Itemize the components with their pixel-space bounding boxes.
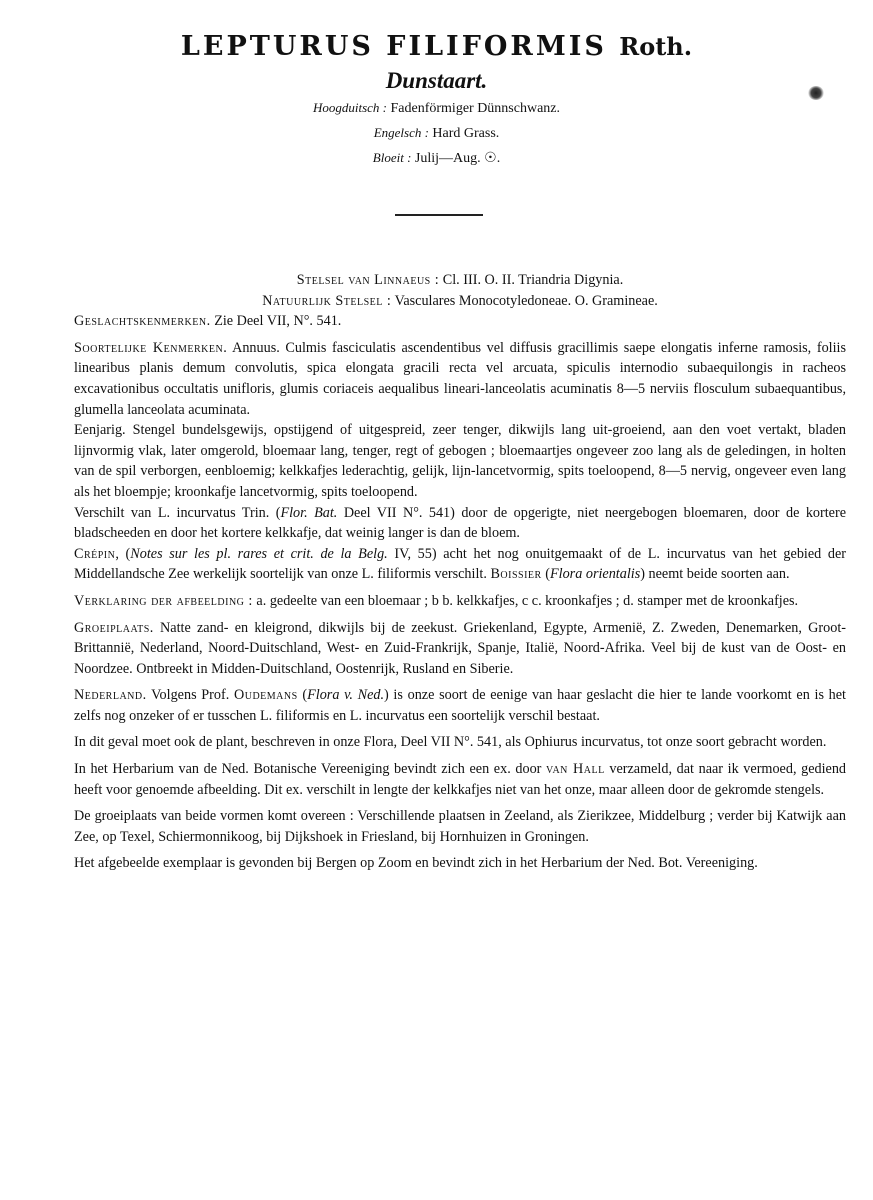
netherlands-text-a: Volgens Prof. bbox=[151, 687, 230, 704]
dutch-name: Dunstaart. bbox=[385, 68, 488, 93]
genus-characters bbox=[74, 311, 846, 332]
species-text: Annuus. Culmis fasciculatis ascendentibus vel diffusis gracillimis saepe elongatis inferne ramosis, foliis linearibus planis demum convolutis, spica elongata gracili recta vel arcuata, spiculis internodio subaequilongis in racheos excavationibus occultatis unifloris, glumis coriaceis aequalibus lineari-lanceolatis acuminatis 8—5 nerviis flosculum subaequantibus, glumella lanceolata acuminata. bbox=[74, 339, 847, 418]
header-divider bbox=[395, 214, 483, 216]
habitat-paragraph bbox=[74, 618, 846, 680]
boissier-name: Boissier bbox=[490, 566, 542, 583]
german-name-line bbox=[0, 96, 873, 121]
page-title bbox=[0, 30, 873, 64]
crepin-paragraph: Crépin, (Notes sur les pl. rares et crit. de la Belg. IV, 55) acht het nog onuitgemaakt of de L. incurvatus van het gebied der Middellandsche Zee werkelijk soortelijk van onze L. filiformis verschilt. Boissier (Flora orientalis) neemt beide soorten aan. bbox=[74, 545, 846, 583]
dutch-description: Eenjarig. Stengel bundelsgewijs, opstijgend of uitgespreid, zeer tenger, dikwijls lang uit-groeiend, aan den voet vertakt, bladen lijnvormig vlak, later omgerold, bloemaar lang, tenger, regt of gebogen ; bloemaartjes ongeveer zoo lang als de geledingen, in holten van de spil verborgen, eenbloemig; kelkkafjes lederachtig, gelijk, lijn-lancetvormig, spits toeloopend, 8—5 nervig, ongeveer even lang als het bloempje; kroonkafje lancetvormig, spits toeloopend. bbox=[74, 422, 846, 500]
bloom-label: Bloeit : bbox=[372, 150, 412, 165]
comparison-paragraph bbox=[74, 503, 846, 544]
german-value: Fadenförmiger Dünnschwanz. bbox=[390, 101, 561, 116]
comparison-reference: Flor. Bat. bbox=[280, 504, 338, 521]
netherlands-reference: Flora v. Ned. bbox=[307, 687, 385, 704]
van-hall-name: van Hall bbox=[546, 761, 605, 778]
habitat-text: Natte zand- en kleigrond, dikwijls bij de zeekust. Griekenland, Egypte, Armenië, Z. Zweden, Denemarken, Groot-Brittannië, Nederland, Noord-Duitschland, West- en Zuid-Frankrijk, Spanje, Italië, Noord-Afrika. Veel bij de kust van de Oost- en Noordzee. Ontbreekt in Midden-Duitschland, Oostenrijk, Rusland en Siberie. bbox=[74, 619, 847, 677]
species-characters bbox=[74, 338, 846, 420]
comparison-text-b: Deel VII N°. 541) door de opgerigte, niet neergebogen bloemaren, door de kortere bladscheeden en door het kortere kelkkafje, dat weinig langer is dan de bloem. bbox=[74, 504, 846, 542]
boissier-reference: Flora orientalis bbox=[549, 566, 641, 583]
herbarium-text-b: verzameld, dat naar ik vermoed, gediend heeft voor genoemde afbeelding. Dit ex. verschilt in lengte der kelkkafjes niet van het onze, maar alleen door de gekromde stengels. bbox=[74, 761, 847, 798]
species-author: Roth. bbox=[619, 32, 693, 61]
english-value: Hard Grass. bbox=[432, 126, 500, 141]
figure-explanation-label: Verklaring der afbeelding : bbox=[74, 592, 253, 609]
german-label: Hoogduitsch : bbox=[312, 100, 387, 115]
natural-text: Vasculares Monocotyledoneae. O. Gramineae. bbox=[394, 292, 658, 309]
species-label: Soortelijke Kenmerken. bbox=[74, 339, 228, 356]
figure-explanation bbox=[74, 591, 846, 612]
linnaeus-label: Stelsel van Linnaeus : bbox=[296, 272, 440, 288]
ophiurus-paragraph: In dit geval moet ook de plant, beschreven in onze Flora, Deel VII N°. 541, als Ophiurus incurvatus, tot onze soort gebracht worden. bbox=[74, 734, 827, 751]
page-header bbox=[0, 30, 873, 171]
bloom-line bbox=[0, 146, 873, 171]
netherlands-text-b: ) is onze soort de eenige van haar geslacht die hier te lande voorkomt en is het zelfs nog onzeker of er tusschen L. filiformis en L. incurvatus een soortelijk verschil bestaat. bbox=[74, 687, 846, 724]
boissier-text: ) neemt beide soorten aan. bbox=[640, 566, 790, 583]
natural-system bbox=[74, 291, 846, 312]
species-name: LEPTURUS FILIFORMIS bbox=[180, 31, 607, 62]
figure-explanation-text: a. gedeelte van een bloemaar ; b b. kelkkafjes, c c. kroonkafjes ; d. stamper met de kroonkafjes. bbox=[256, 592, 799, 609]
habitat-label: Groeiplaats. bbox=[74, 619, 154, 636]
natural-label: Natuurlijk Stelsel : bbox=[262, 292, 392, 309]
english-name-line bbox=[0, 121, 873, 146]
herbarium-paragraph bbox=[74, 759, 846, 800]
genus-label: Geslachtskenmerken. bbox=[74, 313, 211, 330]
netherlands-paragraph: Nederland. Volgens Prof. Oudemans (Flora v. Ned.) is onze soort de eenige van haar geslacht die hier te lande voorkomt en is het zelfs nog onzeker of er tusschen L. filiformis en L. incurvatus een soortelijk verschil bestaat. bbox=[74, 687, 846, 724]
comparison-text-a: Verschilt van L. incurvatus Trin. ( bbox=[74, 504, 281, 521]
crepin-reference: Notes sur les pl. rares et crit. de la Belg. bbox=[130, 545, 388, 562]
linnaeus-system bbox=[74, 270, 846, 291]
netherlands-label: Nederland. bbox=[74, 687, 147, 704]
genus-text: Zie Deel VII, N°. 541. bbox=[214, 313, 342, 330]
english-label: Engelsch : bbox=[373, 125, 429, 140]
locations-paragraph: De groeiplaats van beide vormen komt overeen : Verschillende plaatsen in Zeeland, als Zierikzee, Middelburg ; verder bij Katwijk aan Zee, op Texel, Schiermonnikoog, bij Dijkshoek in Friesland, bij Hornhuizen in Groningen. bbox=[74, 808, 846, 845]
herbarium-text-a: In het Herbarium van de Ned. Botanische Vereeniging bevindt zich een ex. door bbox=[74, 761, 542, 778]
crepin-text: IV, 55) acht het nog onuitgemaakt of de L. incurvatus van het gebied der Middellandsche Zee werkelijk soortelijk van onze L. filiformis verschilt. bbox=[74, 545, 846, 583]
linnaeus-text: Cl. III. O. II. Triandria Digynia. bbox=[442, 272, 624, 288]
crepin-name: Crépin bbox=[74, 545, 116, 562]
oudemans-name: Oudemans bbox=[233, 687, 298, 704]
document-body bbox=[74, 270, 846, 874]
specimen-paragraph: Het afgebeelde exemplaar is gevonden bij Bergen op Zoom en bevindt zich in het Herbarium der Ned. Bot. Vereeniging. bbox=[74, 855, 758, 872]
bloom-value: Julij—Aug. ☉. bbox=[414, 151, 501, 166]
